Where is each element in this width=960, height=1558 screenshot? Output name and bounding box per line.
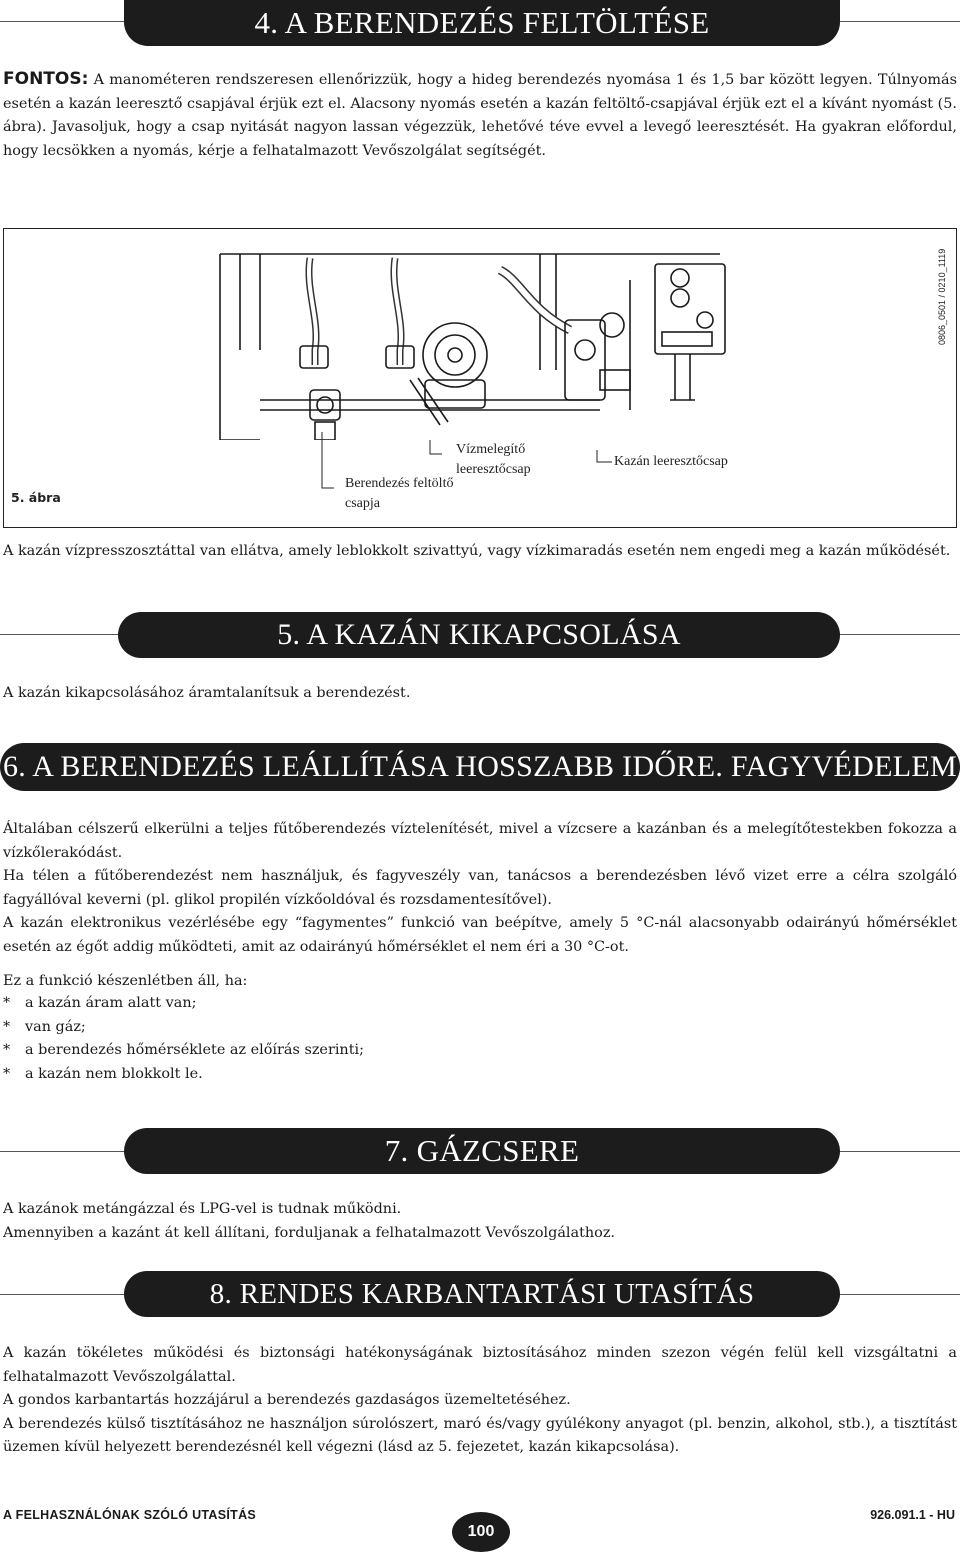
section-7-body (3, 1198, 957, 1245)
fontos-label: FONTOS: (3, 69, 89, 89)
label-boiler-drain: Kazán leeresztőcsap (614, 454, 728, 469)
section-6-body (3, 818, 957, 959)
section-8-p3: A berendezés külső tisztításához ne használjon súrolószert, maró és/vagy gyúlékony anyagot (pl. benzin, alkohol, stb.), a tisztítást üzemen kívül helyezett berendezésnél kell végezni (lásd az 5. fejezetet, kazán kikapcsolása). (3, 1415, 957, 1455)
section-5-title: 5. A KAZÁN KIKAPCSOLÁSA (118, 612, 840, 658)
footer-doc-title: A FELHASZNÁLÓNAK SZÓLÓ UTASÍTÁS (3, 1508, 257, 1522)
section-6-p2: Ha télen a fűtőberendezést nem használjuk, és fagyveszély van, tanácsos a berendezésben lévő vizet erre a célra szolgáló fagyállóval keverni (pl. glikol propilén vízkőoldóval és rozsdamentesítővel). (3, 868, 957, 908)
section-8-body (3, 1342, 957, 1460)
section-6-p1: Általában célszerű elkerülni a teljes fűtőberendezés víztelenítését, mivel a vízcsere a kazánban és a melegítőtestekben fokozza a vízkőlerakódást. (3, 821, 957, 861)
section-6-p3: A kazán elektronikus vezérlésébe egy “fagymentes” funkció van beépítve, amely 5 °C-nál alacsonyabb odairányú hőmérséklet esetén az égőt addig működteti, amit az odairányú hőmérséklet el nem éri a 30 °C-ot. (3, 915, 957, 955)
section-6-title: 6. A BERENDEZÉS LEÁLLÍTÁSA HOSSZABB IDŐRE. FAGYVÉDELEM (0, 743, 960, 791)
figure-caption: 5. ábra (11, 490, 61, 505)
boiler-hydraulics-drawing (200, 250, 730, 440)
section-4-title: 4. A BERENDEZÉS FELTÖLTÉSE (124, 0, 840, 46)
section-8-p1: A kazán tökéletes működési és biztonsági hatékonyságának biztosításához minden szezon végén felül kell vizsgáltatni a felhatalmazott Vevőszolgálattal. (3, 1345, 957, 1385)
page-number: 100 (452, 1512, 510, 1552)
list-item: * van gáz; (3, 1018, 86, 1035)
fontos-paragraph (3, 68, 957, 163)
footer-doc-code: 926.091.1 - HU (870, 1508, 955, 1522)
list-item: * a kazán nem blokkolt le. (3, 1065, 203, 1082)
section-7-title: 7. GÁZCSERE (124, 1128, 840, 1174)
section-8-p2: A gondos karbantartás hozzájárul a berendezés gazdaságos üzemeltetéséhez. (3, 1392, 571, 1408)
conditions-list (3, 992, 703, 1086)
fontos-text: A manométeren rendszeresen ellenőrizzük, hogy a hideg berendezés nyomása 1 és 1,5 bar között legyen. Túlnyomás esetén a kazán leeresztő csapjával érjük ezt el. Alacsony nyomás esetén a kazán feltöltő-csapjával érjük ezt el a kívánt nyomást (5. ábra). Javasoljuk, hogy a csap nyitását nagyon lassan végezzük, lehetővé téve evvel a levegő leeresztését. Ha gyakran előfordul, hogy lecsökken a nyomás, kérje a felhatalmazott Vevőszolgálat segítségét. (3, 72, 957, 159)
conditions-intro: Ez a funkció készenlétben áll, ha: (3, 973, 248, 989)
label-dhw-drain: Vízmelegítő leeresztőcsap (456, 442, 531, 477)
label-fill-tap: Berendezés feltöltő csapja (345, 476, 454, 511)
list-item: * a kazán áram alatt van; (3, 995, 197, 1011)
section-7-p2: Amennyiben a kazánt át kell állítani, forduljanak a felhatalmazott Vevőszolgálathoz. (3, 1224, 615, 1241)
list-item: * a berendezés hőmérséklete az előírás szerinti; (3, 1042, 364, 1058)
section-5-text: A kazán kikapcsolásához áramtalanítsuk a berendezést. (3, 685, 411, 701)
section-8-title: 8. RENDES KARBANTARTÁSI UTASÍTÁS (124, 1271, 840, 1317)
section-7-p1: A kazánok metángázzal és LPG-vel is tudnak működni. (3, 1201, 402, 1217)
after-figure-text: A kazán vízpresszosztáttal van ellátva, amely leblokkolt szivattyú, vagy vízkimaradás esetén nem engedi meg a kazán működését. (3, 543, 951, 559)
